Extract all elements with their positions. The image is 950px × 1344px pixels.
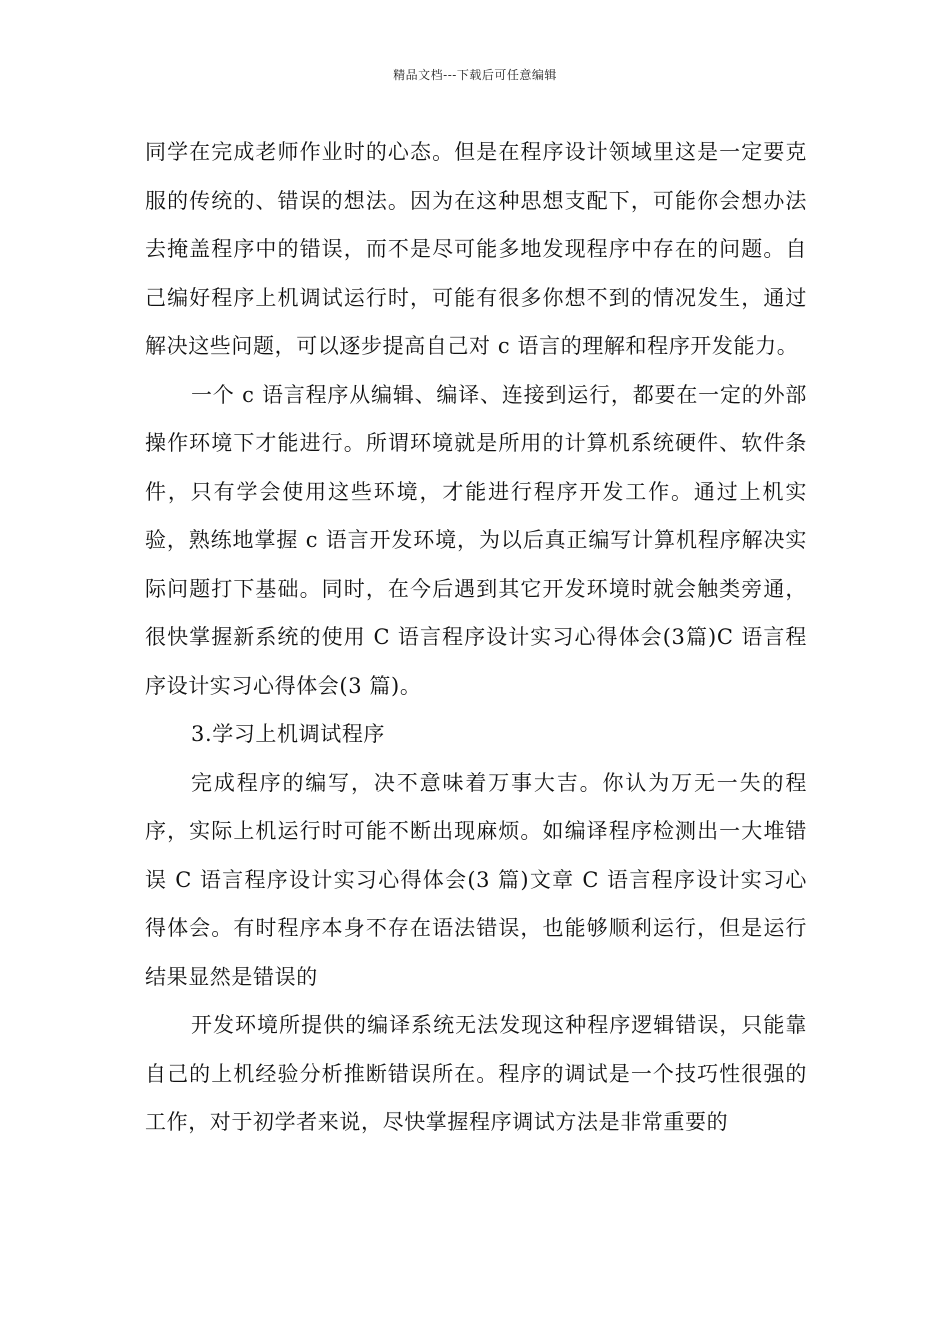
paragraph-2: 一个 c 语言程序从编辑、编译、连接到运行，都要在一定的外部操作环境下才能进行。所谓环境就是所用的计算机系统硬件、软件条件，只有学会使用这些环境，才能进行程序开发工作。通过上机实验，熟练地掌握 c 语言开发环境，为以后真正编写计算机程序解决实际问题打下基础。同时，在今后遇到其它开发环境时就会触类旁通，很快掌握新系统的使用 C 语言程序设计实习心得体会(3篇)C 语言程序设计实习心得体会(3 篇)。 bbox=[145, 382, 807, 698]
page-header: 精品文档---下载后可任意编辑 bbox=[393, 68, 557, 82]
paragraph-4: 完成程序的编写，决不意味着万事大吉。你认为万无一失的程序，实际上机运行时可能不断出现麻烦。如编译程序检测出一大堆错误 C 语言程序设计实习心得体会(3 篇)文章 C 语言程序设计实习心得体会。有时程序本身不存在语法错误，也能够顺利运行，但是运行结果显然是错误的 bbox=[145, 770, 807, 989]
paragraph-1: 同学在完成老师作业时的心态。但是在程序设计领域里这是一定要克服的传统的、错误的想法。因为在这种思想支配下，可能你会想办法去掩盖程序中的错误，而不是尽可能多地发现程序中存在的问题。自己编好程序上机调试运行时，可能有很多你想不到的情况发生，通过解决这些问题，可以逐步提高自己对 c 语言的理解和程序开发能力。 bbox=[145, 140, 807, 358]
paragraph-5: 开发环境所提供的编译系统无法发现这种程序逻辑错误，只能靠自己的上机经验分析推断错误所在。程序的调试是一个技巧性很强的工作，对于初学者来说，尽快掌握程序调试方法是非常重要的 bbox=[145, 1013, 807, 1134]
document-body bbox=[145, 128, 807, 1147]
section-heading-3: 3.学习上机调试程序 bbox=[191, 722, 386, 746]
